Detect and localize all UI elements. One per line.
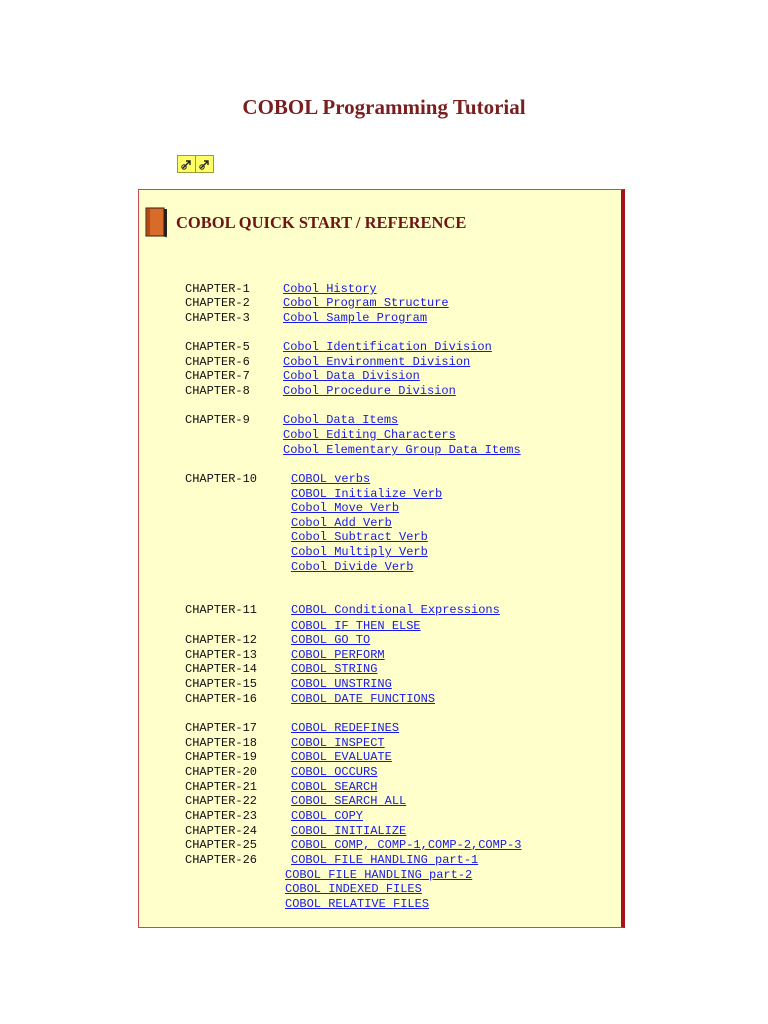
page-title: COBOL Programming Tutorial	[242, 95, 526, 119]
chapter-label: CHAPTER-22	[185, 794, 258, 808]
chapter-link[interactable]: COBOL SEARCH	[291, 780, 378, 794]
chapter-label: CHAPTER-26	[185, 853, 258, 867]
chapter-link[interactable]: COBOL EVALUATE	[291, 750, 392, 764]
chapter-label: CHAPTER-6	[185, 355, 250, 369]
chapter-label: CHAPTER-10	[185, 472, 258, 486]
section-heading: COBOL QUICK START / REFERENCE	[176, 213, 467, 232]
chapter-link[interactable]: COBOL Conditional Expressions	[291, 603, 500, 617]
chapter-label: CHAPTER-12	[185, 633, 258, 647]
chapter-link[interactable]: COBOL GO TO	[291, 633, 371, 647]
chapter-link[interactable]: COBOL INITIALIZE	[291, 824, 407, 838]
chapter-label: CHAPTER-2	[185, 296, 250, 310]
chapter-label: CHAPTER-21	[185, 780, 258, 794]
chapter-link[interactable]: COBOL FILE HANDLING part-2	[285, 868, 473, 882]
chapter-link[interactable]: Cobol Program Structure	[283, 296, 449, 310]
chapter-link[interactable]: COBOL SEARCH ALL	[291, 794, 407, 808]
chapter-link[interactable]: Cobol Move Verb	[291, 501, 400, 515]
chapter-link[interactable]: COBOL REDEFINES	[291, 721, 400, 735]
chapter-label: CHAPTER-1	[185, 282, 250, 296]
chapter-link[interactable]: COBOL OCCURS	[291, 765, 378, 779]
chapter-label: CHAPTER-19	[185, 750, 258, 764]
chapter-link[interactable]: COBOL verbs	[291, 472, 371, 486]
chapter-link[interactable]: COBOL DATE FUNCTIONS	[291, 692, 436, 706]
chapter-link[interactable]: Cobol Identification Division	[283, 340, 492, 354]
chapter-link[interactable]: Cobol History	[283, 282, 377, 296]
chapter-link[interactable]: COBOL UNSTRING	[291, 677, 392, 691]
chapter-link[interactable]: Cobol Divide Verb	[291, 560, 414, 574]
chapter-link[interactable]: COBOL PERFORM	[291, 648, 385, 662]
chapter-label: CHAPTER-24	[185, 824, 258, 838]
chapter-label: CHAPTER-11	[185, 603, 258, 617]
chapter-label: CHAPTER-3	[185, 311, 250, 325]
chapter-label: CHAPTER-7	[185, 369, 250, 383]
chapter-link[interactable]: Cobol Subtract Verb	[291, 530, 428, 544]
nav-icon-bar	[177, 155, 214, 173]
chapter-link[interactable]: Cobol Sample Program	[283, 311, 428, 325]
chapter-label: CHAPTER-17	[185, 721, 258, 735]
chapter-label: CHAPTER-16	[185, 692, 258, 706]
chapter-link[interactable]: COBOL RELATIVE FILES	[285, 897, 430, 911]
chapter-link[interactable]: COBOL COMP, COMP-1,COMP-2,COMP-3	[291, 838, 522, 852]
chapter-label: CHAPTER-14	[185, 662, 258, 676]
chapter-link[interactable]: COBOL INDEXED FILES	[285, 882, 422, 896]
chapter-link[interactable]: COBOL STRING	[291, 662, 378, 676]
chapter-link[interactable]: Cobol Multiply Verb	[291, 545, 428, 559]
chapter-link[interactable]: Cobol Add Verb	[291, 516, 392, 530]
chapter-label: CHAPTER-20	[185, 765, 258, 779]
chapter-link[interactable]: COBOL INSPECT	[291, 736, 385, 750]
chapter-link[interactable]: Cobol Editing Characters	[283, 428, 456, 442]
chapter-label: CHAPTER-18	[185, 736, 258, 750]
chapter-label: CHAPTER-15	[185, 677, 258, 691]
chapter-label: CHAPTER-23	[185, 809, 258, 823]
chapter-link[interactable]: COBOL FILE HANDLING part-1	[291, 853, 479, 867]
chapter-label: CHAPTER-25	[185, 838, 258, 852]
chapter-label: CHAPTER-5	[185, 340, 250, 354]
chapter-label: CHAPTER-8	[185, 384, 250, 398]
chapter-label: CHAPTER-13	[185, 648, 258, 662]
chapter-link[interactable]: COBOL Initialize Verb	[291, 487, 443, 501]
chapter-link[interactable]: Cobol Procedure Division	[283, 384, 456, 398]
book-icon	[145, 207, 169, 244]
chapter-link[interactable]: COBOL IF THEN ELSE	[291, 619, 421, 633]
next-page-icon[interactable]	[195, 156, 213, 172]
chapter-link[interactable]: Cobol Elementary Group Data Items	[283, 443, 521, 457]
quick-reference-panel	[138, 189, 625, 928]
chapter-link[interactable]: Cobol Data Division	[283, 369, 420, 383]
chapter-link[interactable]: COBOL COPY	[291, 809, 364, 823]
chapter-label: CHAPTER-9	[185, 413, 250, 427]
prev-page-icon[interactable]	[178, 156, 195, 172]
chapter-link[interactable]: Cobol Data Items	[283, 413, 399, 427]
chapter-link[interactable]: Cobol Environment Division	[283, 355, 471, 369]
